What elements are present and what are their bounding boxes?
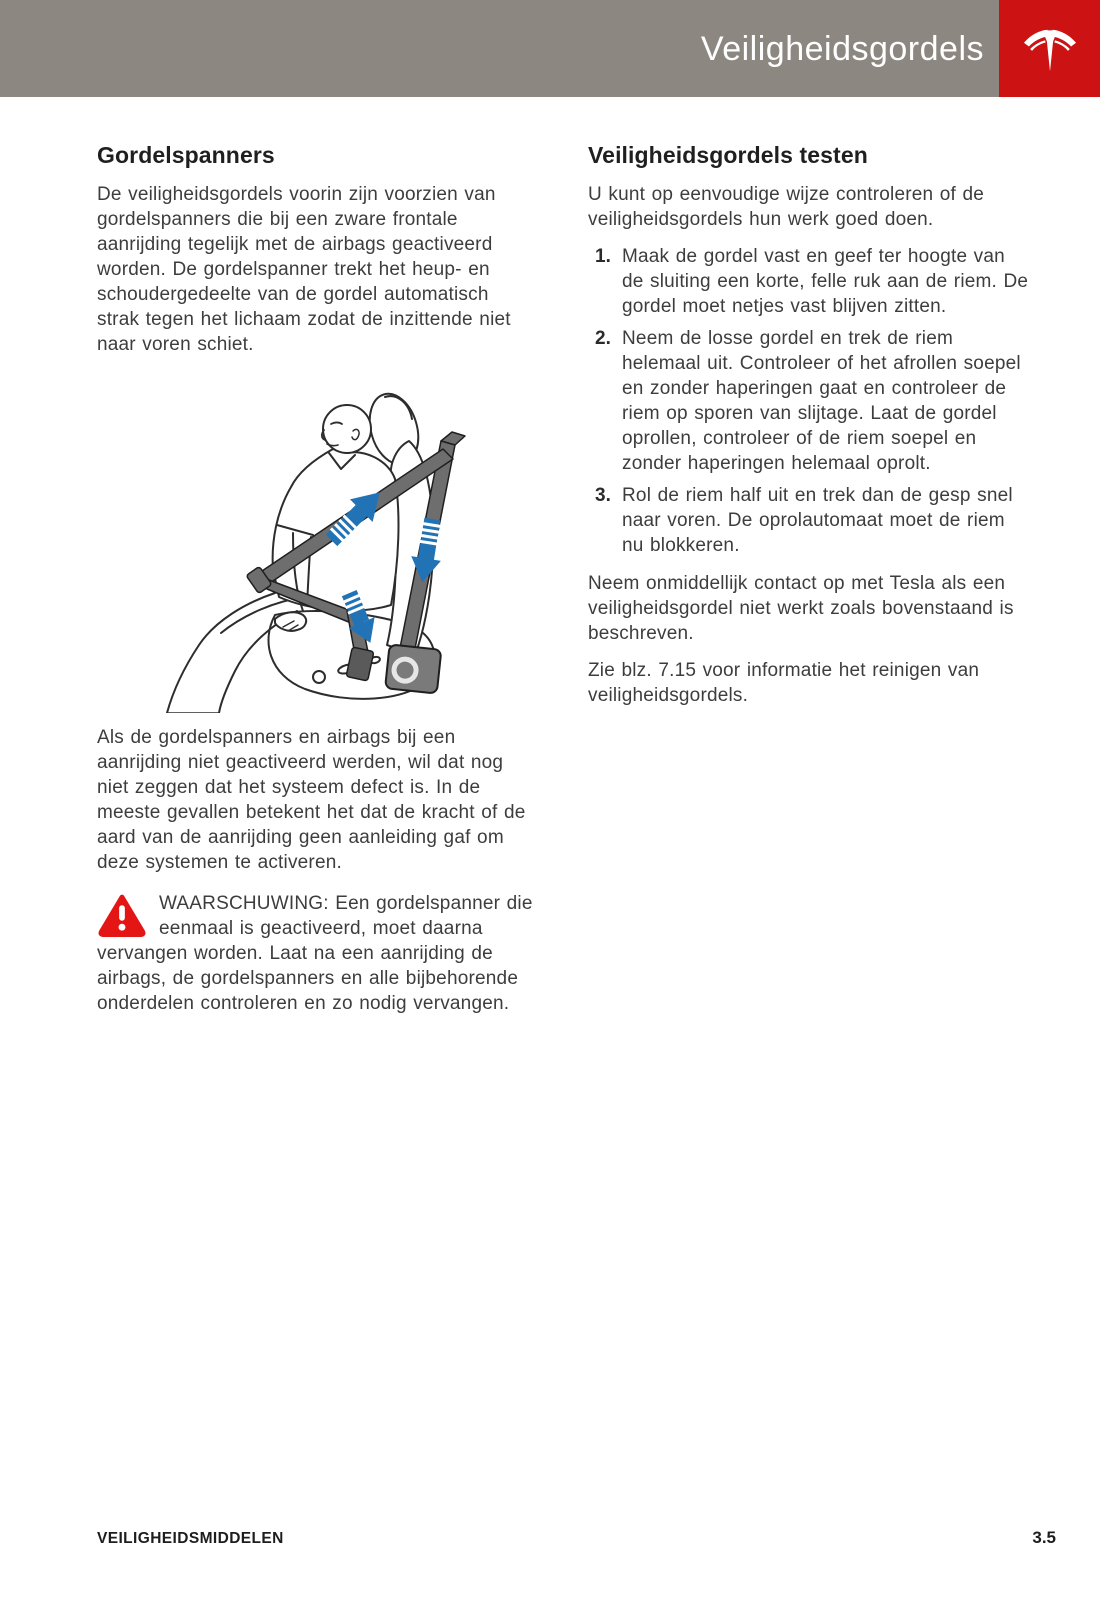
testing-intro-paragraph: U kunt op eenvoudige wijze controleren of de veiligheidsgordels hun werk goed doen. <box>588 184 985 230</box>
list-item <box>588 244 1031 319</box>
left-column <box>97 141 537 1028</box>
warning-paragraph <box>97 891 537 1016</box>
tesla-t-icon <box>1019 18 1081 80</box>
seatbelt-pretensioner-illustration <box>147 383 487 713</box>
page-title: Veiligheidsgordels <box>700 30 984 68</box>
pretensioner-intro-paragraph: De veiligheidsgordels voorin zijn voorzien van gordelspanners die bij een zware frontale aanrijding tegelijk met de airbags geactiveerd worden. De gordelspanner trekt het heup- en schoudergedeelte van de gordel automatisch strak tegen het lichaam zodat de inzittende niet naar voren schiet. <box>97 184 511 355</box>
footer-section-title: VEILIGHEIDSMIDDELEN <box>97 1530 284 1547</box>
test-steps-list <box>588 244 1031 558</box>
heading-gordelspanners: Gordelspanners <box>97 142 275 168</box>
heading-veiligheidsgordels-testen: Veiligheidsgordels testen <box>588 142 868 168</box>
warning-text: WAARSCHUWING: Een gordelspanner die eenmaal is geactiveerd, moet daarna vervangen worden. Laat na een aanrijding de airbags, de gordelspanners en alle bijbehorende onderdelen controleren en zo nodig vervangen. <box>97 893 533 1014</box>
see-also-paragraph: Zie blz. 7.15 voor informatie het reinigen van veiligheidsgordels. <box>588 660 980 706</box>
step-number: 3. <box>595 485 611 506</box>
belt-retractor <box>385 644 441 693</box>
step-text: Rol de riem half uit en trek dan de gesp snel naar voren. De oprolautomaat moet de riem nu blokkeren. <box>622 485 1013 556</box>
list-item <box>588 326 1031 476</box>
footer-page-number: 3.5 <box>1032 1528 1056 1547</box>
seatbelt-figure-drawing <box>147 383 487 713</box>
step-text: Neem de losse gordel en trek de riem helemaal uit. Controleer of het afrollen soepel en zonder haperingen gaat en controleer de riem op sporen van slijtage. Laat de gordel oprollen, controleer of de riem soepel en zonder haperingen helemaal oprolt. <box>622 328 1021 474</box>
not-activated-paragraph: Als de gordelspanners en airbags bij een aanrijding niet geactiveerd werden, wil dat nog niet zeggen dat het systeem defect is. In de meeste gevallen betekent het dat de kracht of de aard van de aanrijding geen aanleiding gaf om deze systemen te activeren. <box>97 727 526 873</box>
warning-triangle-icon <box>97 893 147 937</box>
right-column <box>588 141 1031 720</box>
step-number: 2. <box>595 328 611 349</box>
step-text: Maak de gordel vast en geef ter hoogte van de sluiting een korte, felle ruk aan de riem. De gordel moet netjes vast blijven zitten. <box>622 246 1029 317</box>
contact-tesla-paragraph: Neem onmiddellijk contact op met Tesla als een veiligheidsgordel niet werkt zoals bovenstaand is beschreven. <box>588 573 1014 644</box>
list-item <box>588 483 1031 558</box>
step-number: 1. <box>595 246 611 267</box>
person-hand <box>275 612 306 631</box>
page-header <box>0 0 1100 97</box>
tesla-logo <box>999 0 1100 97</box>
page-footer <box>97 1528 1056 1548</box>
